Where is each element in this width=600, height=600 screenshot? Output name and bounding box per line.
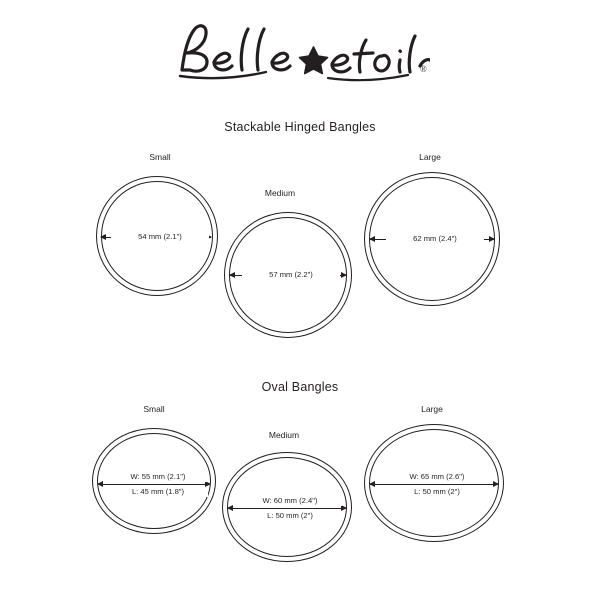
size-label-oval-medium: Medium bbox=[268, 430, 300, 440]
dimension-text-oval-small-length: L: 45 mm (1.8") bbox=[108, 487, 208, 497]
dimension-text-oval-large-width: W: 65 mm (2.6") bbox=[384, 472, 490, 482]
section-title-hinged-bangles: Stackable Hinged Bangles bbox=[224, 120, 376, 134]
size-label-hinged-large: Large bbox=[419, 152, 441, 162]
section-title-oval-bangles: Oval Bangles bbox=[261, 380, 339, 394]
brand-logo bbox=[0, 20, 600, 87]
size-label-oval-small: Small bbox=[143, 404, 165, 414]
dimension-text-oval-small-width: W: 55 mm (2.1") bbox=[108, 472, 208, 482]
size-label-hinged-medium: Medium bbox=[264, 188, 296, 198]
dimension-text-hinged-small: 54 mm (2.1") bbox=[111, 232, 209, 241]
dimension-line-oval-large bbox=[370, 484, 498, 485]
dimension-text-hinged-medium: 57 mm (2.2") bbox=[242, 270, 340, 279]
size-label-hinged-small: Small bbox=[149, 152, 171, 162]
dimension-text-oval-medium-width: W: 60 mm (2.4") bbox=[238, 496, 342, 506]
size-label-oval-large: Large bbox=[421, 404, 443, 414]
dimension-line-oval-medium bbox=[228, 508, 346, 509]
dimension-text-oval-medium-length: L: 50 mm (2") bbox=[238, 511, 342, 521]
dimension-text-hinged-large: 62 mm (2.4") bbox=[386, 234, 484, 243]
dimension-line-oval-small bbox=[98, 484, 210, 485]
shape-oval-large-inner bbox=[369, 429, 499, 537]
registered-mark: ® bbox=[420, 64, 427, 74]
shape-oval-medium-inner bbox=[227, 457, 347, 557]
dimension-text-oval-large-length: L: 50 mm (2") bbox=[384, 487, 490, 497]
